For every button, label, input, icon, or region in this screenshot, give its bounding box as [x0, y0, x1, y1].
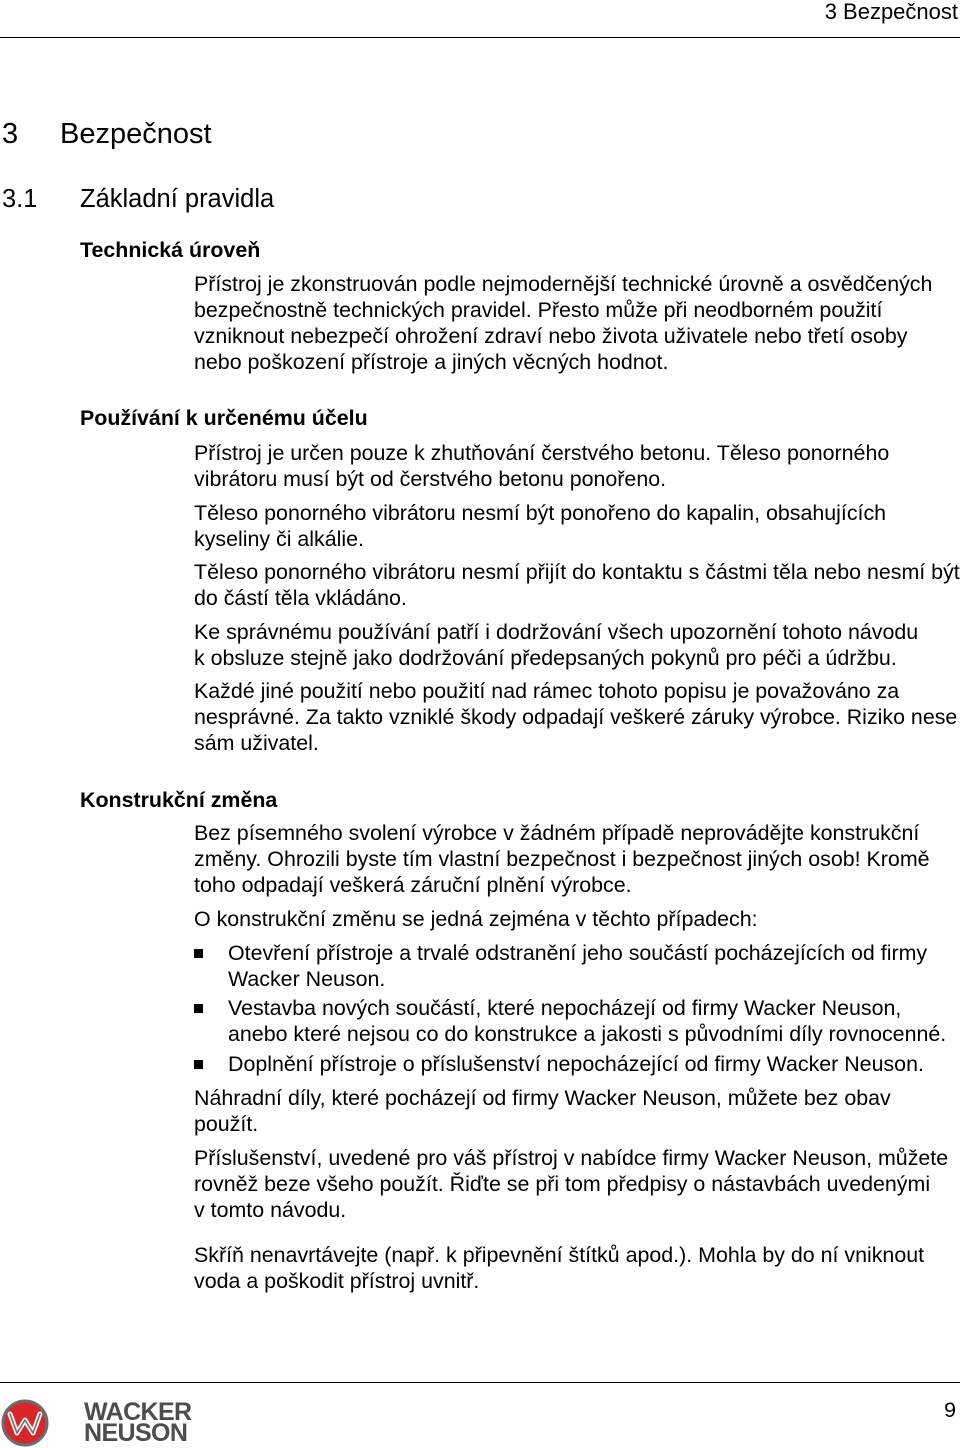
- paragraph-line: v tomto návodu.: [194, 1198, 347, 1222]
- bullet-text: [228, 1051, 958, 1077]
- section-heading: [0, 184, 960, 214]
- bullet-line: Doplnění přístroje o příslušenství nepocházející od firmy Wacker Neuson.: [228, 1052, 924, 1076]
- paragraph-housing-drilling: [194, 1242, 958, 1294]
- paragraph-line: vzniknout nebezpečí ohrožení zdraví nebo života uživatele nebo třetí osoby: [194, 324, 908, 348]
- subheading-technical-level: Technická úroveň: [80, 238, 261, 262]
- paragraph-intended-use-4: [194, 619, 958, 671]
- paragraph-modification-2: [194, 906, 958, 932]
- chapter-number: 3: [2, 118, 19, 150]
- paragraph-line: bezpečnostně technických pravidel. Přesto může při neodborném použití: [194, 298, 883, 322]
- paragraph-line: Těleso ponorného vibrátoru nesmí být ponořeno do kapalin, obsahujících: [194, 501, 887, 525]
- bullet-square-icon: [194, 1004, 203, 1013]
- chapter-title: Bezpečnost: [60, 118, 212, 150]
- paragraph-line: Příslušenství, uvedené pro váš přístroj v nabídce firmy Wacker Neuson, můžete: [194, 1146, 949, 1170]
- logo-wordmark: [84, 1398, 192, 1447]
- paragraph-line: použít.: [194, 1112, 259, 1136]
- paragraph-line: Přístroj je zkonstruován podle nejmodernější technické úrovně a osvědčených: [194, 272, 933, 296]
- paragraph-line: změny. Ohrozili byste tím vlastní bezpečnost i bezpečnost jiných osob! Kromě: [194, 847, 930, 871]
- paragraph-modification-1: [194, 820, 958, 898]
- chapter-heading: [0, 117, 960, 151]
- page-number: 9: [944, 1398, 956, 1422]
- paragraph-line: rovněž beze všeho použít. Řiďte se při tom předpisy o nástavbách uvedenými: [194, 1172, 931, 1196]
- paragraph-line: O konstrukční změnu se jedná zejména v těchto případech:: [194, 907, 758, 931]
- paragraph-line: Skříň nenavrtávejte (např. k připevnění štítků apod.). Mohla by do ní vniknout: [194, 1243, 925, 1267]
- subheading-modification: Konstrukční změna: [80, 788, 278, 812]
- paragraph-spare-parts: [194, 1085, 958, 1137]
- paragraph-line: k obsluze stejně jako dodržování předepsaných pokynů pro péči a údržbu.: [194, 646, 897, 670]
- bullet-line: Wacker Neuson.: [228, 967, 386, 991]
- paragraph-line: Bez písemného svolení výrobce v žádném případě neprovádějte konstrukční: [194, 821, 920, 845]
- wacker-neuson-logo-icon: [1, 1399, 49, 1447]
- section-title: Základní pravidla: [80, 185, 275, 213]
- paragraph-intended-use-2: [194, 500, 958, 552]
- bullet-line: Otevření přístroje a trvalé odstranění jeho součástí pocházejících od firmy: [228, 941, 928, 965]
- paragraph-line: kyseliny či alkálie.: [194, 527, 364, 551]
- section-number: 3.1: [2, 185, 38, 213]
- bullet-square-icon: [194, 1060, 203, 1069]
- bullet-text: [228, 995, 958, 1047]
- paragraph-line: nesprávné. Za takto vzniklé škody odpadají veškeré záruky výrobce. Riziko nese: [194, 705, 958, 729]
- paragraph-intended-use-5: [194, 678, 958, 756]
- paragraph-line: Náhradní díly, které pocházejí od firmy Wacker Neuson, můžete bez obav: [194, 1086, 891, 1110]
- paragraph-line: Přístroj je určen pouze k zhutňování čerstvého betonu. Těleso ponorného: [194, 441, 890, 465]
- paragraph-accessories: [194, 1145, 958, 1223]
- paragraph-line: toho odpadají veškerá záruční plnění výrobce.: [194, 873, 632, 897]
- running-header-title: 3 Bezpečnost: [824, 0, 958, 24]
- paragraph-intended-use-1: [194, 440, 958, 492]
- paragraph-line: Těleso ponorného vibrátoru nesmí přijít do kontaktu s částmi těla nebo nesmí být: [194, 560, 960, 584]
- bullet-text: [228, 940, 958, 992]
- bullet-line: anebo které nejsou co do konstrukce a jakosti s původními díly rovnocenné.: [228, 1022, 947, 1046]
- bullet-square-icon: [194, 949, 203, 958]
- paragraph-line: sám uživatel.: [194, 731, 319, 755]
- footer-rule: [0, 1382, 960, 1383]
- subheading-intended-use: Používání k určenému účelu: [80, 406, 368, 430]
- paragraph-line: Každé jiné použití nebo použití nad rámec tohoto popisu je považováno za: [194, 679, 900, 703]
- bullet-line: Vestavba nových součástí, které nepocházejí od firmy Wacker Neuson,: [228, 996, 902, 1020]
- header-rule: [0, 37, 960, 38]
- logo-wordmark-line: WACKER: [84, 1398, 192, 1426]
- paragraph-technical-level: [194, 271, 958, 375]
- paragraph-line: do částí těla vkládáno.: [194, 586, 407, 610]
- paragraph-intended-use-3: [194, 559, 958, 611]
- paragraph-line: vibrátoru musí být od čerstvého betonu ponořeno.: [194, 467, 667, 491]
- paragraph-line: nebo poškození přístroje a jiných věcných hodnot.: [194, 350, 669, 374]
- logo-wordmark-line: NEUSON: [84, 1419, 188, 1447]
- paragraph-line: voda a poškodit přístroj uvnitř.: [194, 1269, 480, 1293]
- paragraph-line: Ke správnému používání patří i dodržování všech upozornění tohoto návodu: [194, 620, 919, 644]
